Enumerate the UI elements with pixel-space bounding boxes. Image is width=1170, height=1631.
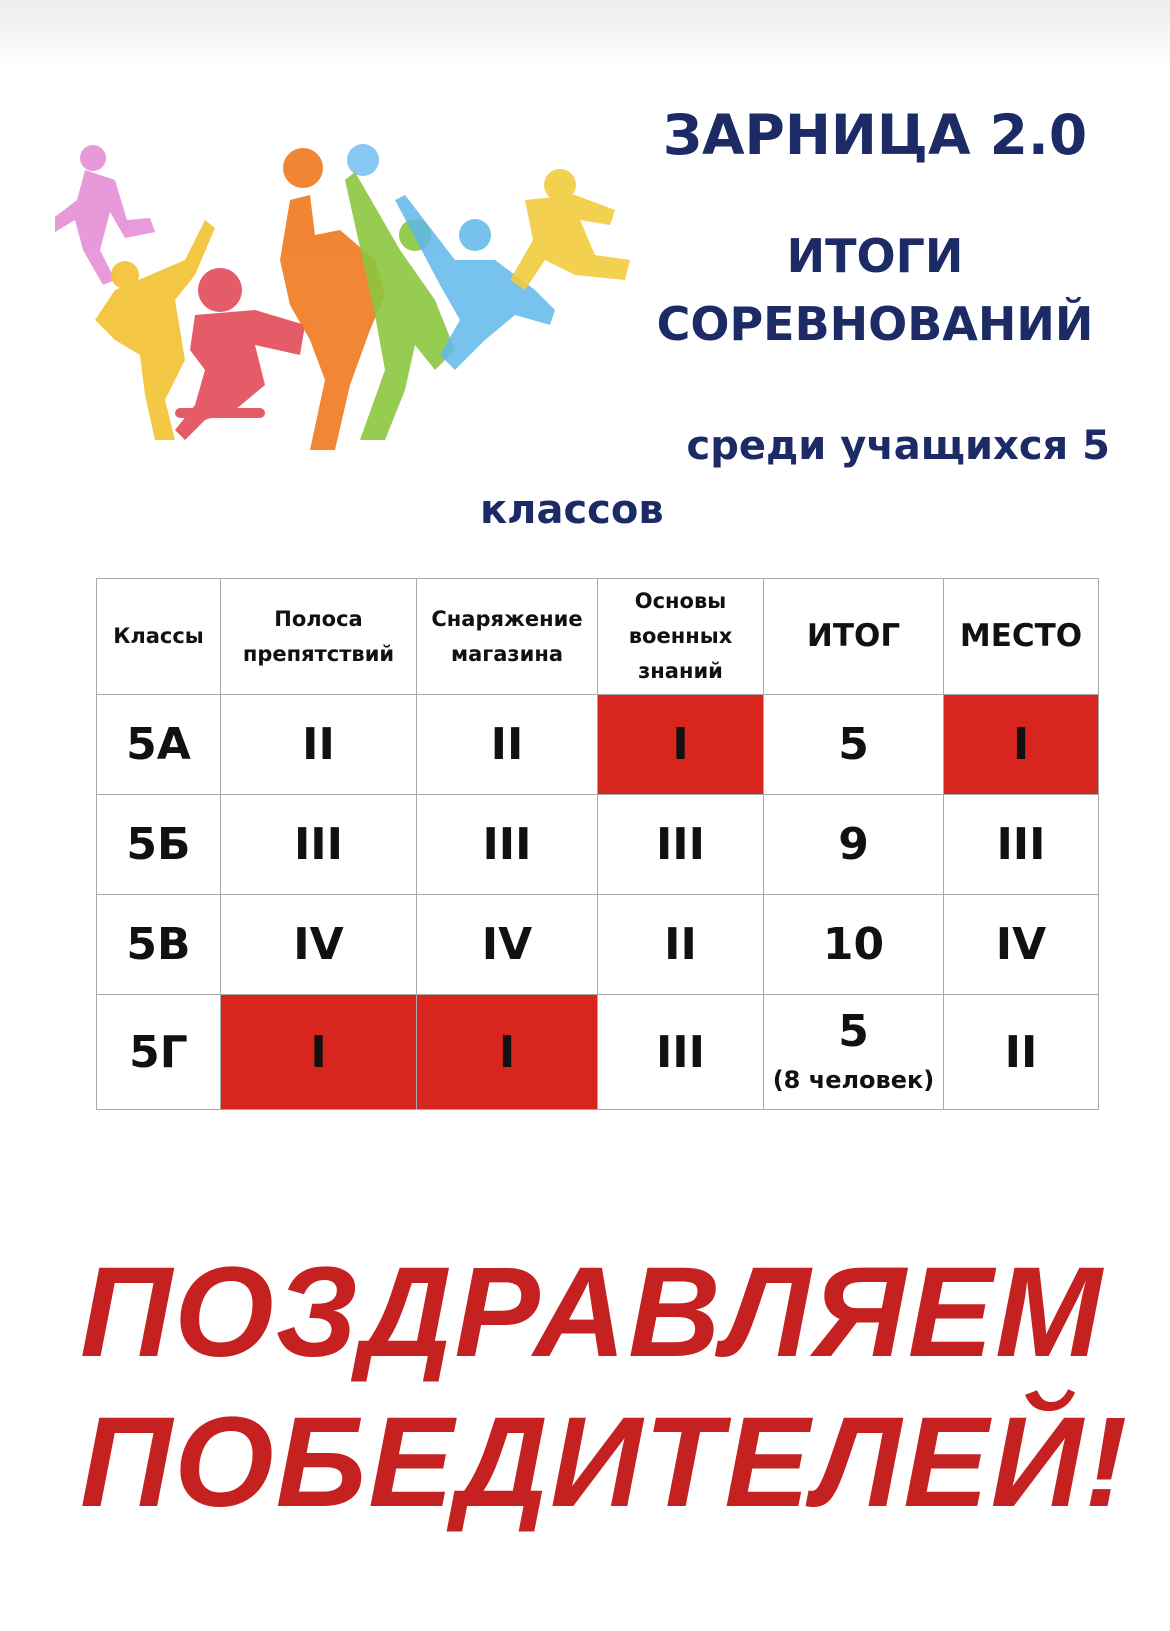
- subtitle-line-2: СОРЕВНОВАНИЙ: [656, 297, 1094, 351]
- results-table: [96, 578, 1099, 1110]
- header-cell: Классы: [97, 579, 221, 695]
- header-cell: Снаряжение магазина: [417, 579, 598, 695]
- total-cell: [764, 995, 944, 1110]
- military-cell: III: [598, 995, 764, 1110]
- congrats-line-1: ПОЗДРАВЛЯЕМ: [80, 1241, 1104, 1384]
- congratulations-banner: [80, 1238, 1130, 1538]
- page-title: ЗАРНИЦА 2.0: [662, 103, 1088, 167]
- total-cell: 5: [764, 695, 944, 795]
- congrats-line-2: ПОБЕДИТЕЛЕЙ!: [80, 1391, 1130, 1534]
- total-value: 5: [838, 1006, 869, 1057]
- table-row: [97, 995, 1099, 1110]
- header-cell: Полоса препятствий: [221, 579, 417, 695]
- table-row: [97, 895, 1099, 995]
- place-cell: III: [944, 795, 1099, 895]
- military-cell: I: [598, 695, 764, 795]
- table-header-row: [97, 579, 1099, 695]
- place-cell: IV: [944, 895, 1099, 995]
- place-cell: II: [944, 995, 1099, 1110]
- class-cell: 5Б: [97, 795, 221, 895]
- military-cell: II: [598, 895, 764, 995]
- sports-silhouettes-icon: [55, 140, 645, 450]
- subtitle-line-1: ИТОГИ: [786, 229, 964, 283]
- subtitle: [640, 222, 1110, 358]
- place-cell: I: [944, 695, 1099, 795]
- class-cell: 5Г: [97, 995, 221, 1110]
- class-cell: 5В: [97, 895, 221, 995]
- equipment-cell: IV: [417, 895, 598, 995]
- obstacle-cell: I: [221, 995, 417, 1110]
- header-cell: Основы военных знаний: [598, 579, 764, 695]
- top-shade: [0, 0, 1170, 70]
- equipment-cell: I: [417, 995, 598, 1110]
- obstacle-cell: IV: [221, 895, 417, 995]
- class-cell: 5А: [97, 695, 221, 795]
- obstacle-cell: III: [221, 795, 417, 895]
- audience-line-1: среди учащихся 5: [686, 423, 1110, 469]
- obstacle-cell: II: [221, 695, 417, 795]
- total-cell: 10: [764, 895, 944, 995]
- audience-line-2: классов: [480, 487, 664, 533]
- military-cell: III: [598, 795, 764, 895]
- equipment-cell: II: [417, 695, 598, 795]
- header-cell: ИТОГ: [764, 579, 944, 695]
- header-cell: МЕСТО: [944, 579, 1099, 695]
- total-note: (8 человек): [772, 1066, 935, 1094]
- table-row: [97, 795, 1099, 895]
- equipment-cell: III: [417, 795, 598, 895]
- table-row: [97, 695, 1099, 795]
- total-cell: 9: [764, 795, 944, 895]
